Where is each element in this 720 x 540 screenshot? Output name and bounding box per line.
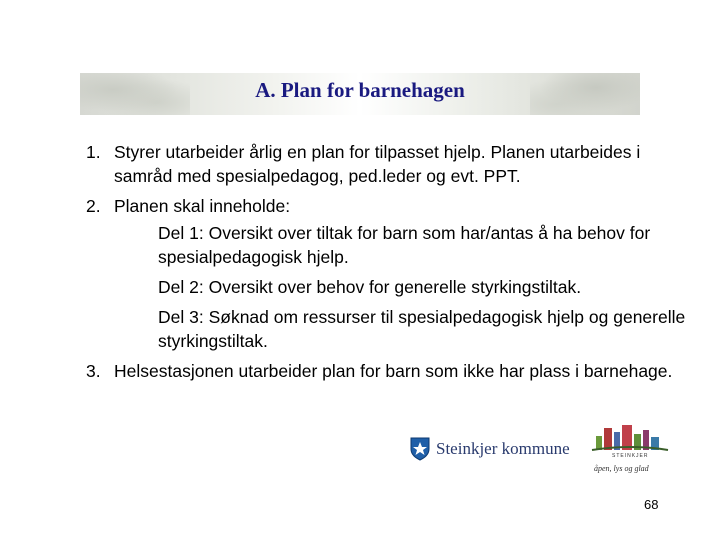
sub-item-del-1: Del 1: Oversikt over tiltak for barn som har/antas å ha behov for spesialpedagogisk hjelp. bbox=[158, 223, 651, 267]
list-item-2 bbox=[86, 194, 686, 353]
steinkjer-kommune-logo bbox=[410, 437, 570, 461]
list-number: 2. bbox=[86, 196, 101, 216]
list-text: Styrer utarbeider årlig en plan for tilpasset hjelp. Planen utarbeides i samråd med spesialpedagog, ped.leder og evt. PPT. bbox=[114, 142, 641, 186]
list-number: 1. bbox=[86, 142, 101, 162]
page-number: 68 bbox=[644, 497, 659, 512]
list-item-3 bbox=[86, 359, 686, 383]
list-item-1 bbox=[86, 140, 686, 188]
list-text: Planen skal inneholde: bbox=[114, 196, 291, 216]
slide-content bbox=[86, 140, 686, 389]
list-text: Helsestasjonen utarbeider plan for barn som ikke har plass i barnehage. bbox=[114, 361, 673, 381]
coat-of-arms-icon bbox=[410, 437, 430, 461]
sub-item-del-3: Del 3: Søknad om ressurser til spesialpedagogisk hjelp og generelle styrkingstiltak. bbox=[158, 307, 686, 351]
list-number: 3. bbox=[86, 361, 101, 381]
kommune-name: Steinkjer kommune bbox=[436, 439, 570, 458]
city-tagline: åpen, lys og glad bbox=[594, 464, 649, 473]
steinkjer-city-logo bbox=[590, 422, 670, 484]
city-name: STEINKJER bbox=[612, 453, 649, 459]
sub-item-del-2: Del 2: Oversikt over behov for generelle styrkingstiltak. bbox=[158, 277, 582, 297]
city-skyline-icon bbox=[590, 422, 670, 454]
slide-title: A. Plan for barnehagen bbox=[255, 78, 465, 102]
